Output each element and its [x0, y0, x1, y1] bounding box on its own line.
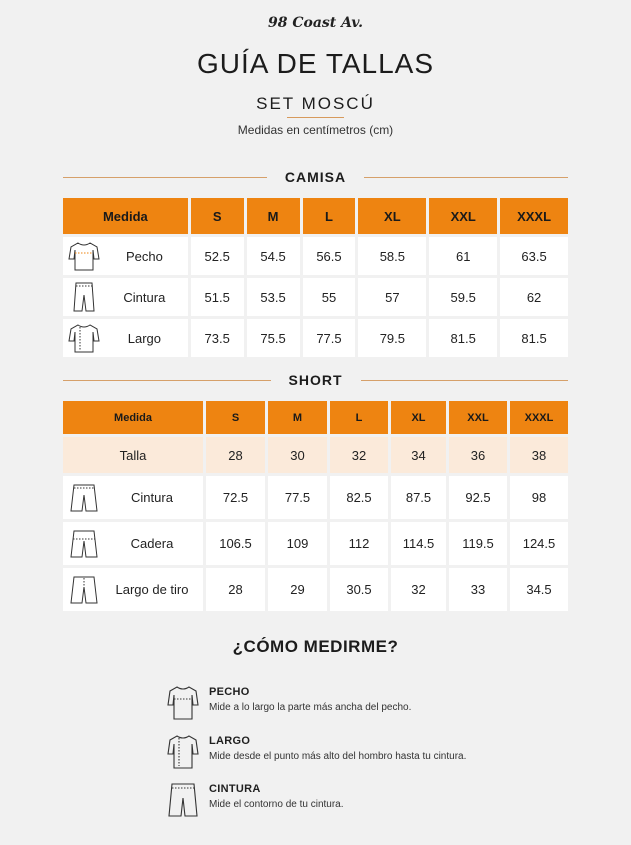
measure-cell	[63, 278, 188, 316]
header-cell: XL	[391, 401, 446, 434]
value-cell: 52.5	[191, 237, 244, 275]
value-cell: 112	[330, 522, 388, 565]
value-cell: 53.5	[247, 278, 300, 316]
header-cell: S	[206, 401, 265, 434]
talla-label: Talla	[63, 437, 203, 473]
how-item-pecho	[165, 683, 411, 723]
shirt-waist-icon	[67, 280, 101, 314]
value-cell: 106.5	[206, 522, 265, 565]
value-cell: 114.5	[391, 522, 446, 565]
table-row	[63, 568, 568, 611]
value-cell: 58.5	[358, 237, 426, 275]
talla-row	[63, 437, 568, 473]
measure-label: Cadera	[130, 536, 174, 551]
value-cell: 124.5	[510, 522, 568, 565]
header-cell: M	[268, 401, 327, 434]
short-section-label: SHORT	[288, 372, 343, 388]
measure-cell	[63, 237, 188, 275]
value-cell: 92.5	[449, 476, 507, 519]
page-title: GUÍA DE TALLAS	[196, 48, 435, 79]
how-item-largo	[165, 732, 466, 772]
how-item-cintura	[165, 780, 344, 820]
header-cell: XXXL	[510, 401, 568, 434]
measure-label: Pecho	[125, 248, 163, 264]
header-cell: XXL	[449, 401, 507, 434]
value-cell: 56.5	[303, 237, 356, 275]
table-row	[63, 237, 568, 275]
header-cell: Medida	[63, 401, 203, 434]
header-cell: S	[191, 198, 244, 234]
header-cell: XL	[358, 198, 426, 234]
short-size-table	[63, 401, 568, 614]
measure-label: Cintura	[123, 289, 166, 305]
value-cell: 32	[391, 568, 446, 611]
measure-label: Largo de tiro	[115, 582, 189, 597]
units-note: Medidas en centímetros (cm)	[237, 123, 394, 137]
short-section-header	[63, 371, 568, 389]
header-cell: L	[303, 198, 356, 234]
table-row	[63, 319, 568, 357]
talla-value: 28	[206, 437, 265, 473]
value-cell: 98	[510, 476, 568, 519]
value-cell: 61	[429, 237, 497, 275]
measure-cell	[63, 568, 203, 611]
value-cell: 57	[358, 278, 426, 316]
how-item-title: LARGO	[209, 735, 251, 747]
header-cell: M	[247, 198, 300, 234]
camisa-section-header	[63, 168, 568, 186]
shorts-hip-icon	[67, 527, 101, 561]
short-header-row	[63, 401, 568, 434]
how-item-desc: Mide desde el punto más alto del hombro hasta tu cintura.	[209, 751, 467, 762]
value-cell: 59.5	[429, 278, 497, 316]
value-cell: 87.5	[391, 476, 446, 519]
how-item-title: CINTURA	[209, 783, 261, 795]
length-guide-icon	[165, 732, 201, 772]
camisa-section-label: CAMISA	[284, 169, 347, 185]
header-cell: XXXL	[500, 198, 568, 234]
header-cell: Medida	[63, 198, 188, 234]
shorts-waist-icon	[67, 481, 101, 515]
table-row	[63, 476, 568, 519]
header-cell: XXL	[429, 198, 497, 234]
table-row	[63, 278, 568, 316]
value-cell: 77.5	[268, 476, 327, 519]
chest-guide-icon	[165, 683, 201, 723]
measure-cell	[63, 522, 203, 565]
value-cell: 28	[206, 568, 265, 611]
value-cell: 34.5	[510, 568, 568, 611]
measure-cell	[63, 476, 203, 519]
talla-value: 32	[330, 437, 388, 473]
how-item-desc: Mide el contorno de tu cintura.	[209, 799, 344, 810]
shirt-length-icon	[67, 321, 101, 355]
value-cell: 29	[268, 568, 327, 611]
shorts-rise-icon	[67, 573, 101, 607]
subtitle-underline	[287, 117, 344, 118]
measure-label: Largo	[127, 330, 161, 346]
value-cell: 81.5	[500, 319, 568, 357]
camisa-header-row	[63, 198, 568, 234]
waist-guide-icon	[165, 780, 201, 820]
value-cell: 51.5	[191, 278, 244, 316]
how-item-desc: Mide a lo largo la parte más ancha del pecho.	[209, 702, 412, 713]
talla-value: 34	[391, 437, 446, 473]
value-cell: 54.5	[247, 237, 300, 275]
value-cell: 62	[500, 278, 568, 316]
value-cell: 33	[449, 568, 507, 611]
talla-value: 30	[268, 437, 327, 473]
how-item-title: PECHO	[209, 686, 250, 698]
value-cell: 81.5	[429, 319, 497, 357]
measure-cell	[63, 319, 188, 357]
value-cell: 73.5	[191, 319, 244, 357]
value-cell: 63.5	[500, 237, 568, 275]
header-cell: L	[330, 401, 388, 434]
talla-value: 38	[510, 437, 568, 473]
value-cell: 30.5	[330, 568, 388, 611]
measure-label: Cintura	[131, 490, 173, 505]
value-cell: 75.5	[247, 319, 300, 357]
value-cell: 119.5	[449, 522, 507, 565]
talla-value: 36	[449, 437, 507, 473]
brand-logo: 98 Coast Av.	[267, 15, 364, 31]
how-to-measure-title: ¿CÓMO MEDIRME?	[232, 637, 399, 656]
table-row	[63, 522, 568, 565]
value-cell: 55	[303, 278, 356, 316]
value-cell: 77.5	[303, 319, 356, 357]
value-cell: 72.5	[206, 476, 265, 519]
value-cell: 82.5	[330, 476, 388, 519]
page-subtitle: SET MOSCÚ	[256, 94, 375, 113]
camisa-size-table	[63, 198, 568, 360]
value-cell: 79.5	[358, 319, 426, 357]
shirt-chest-icon	[67, 239, 101, 273]
value-cell: 109	[268, 522, 327, 565]
